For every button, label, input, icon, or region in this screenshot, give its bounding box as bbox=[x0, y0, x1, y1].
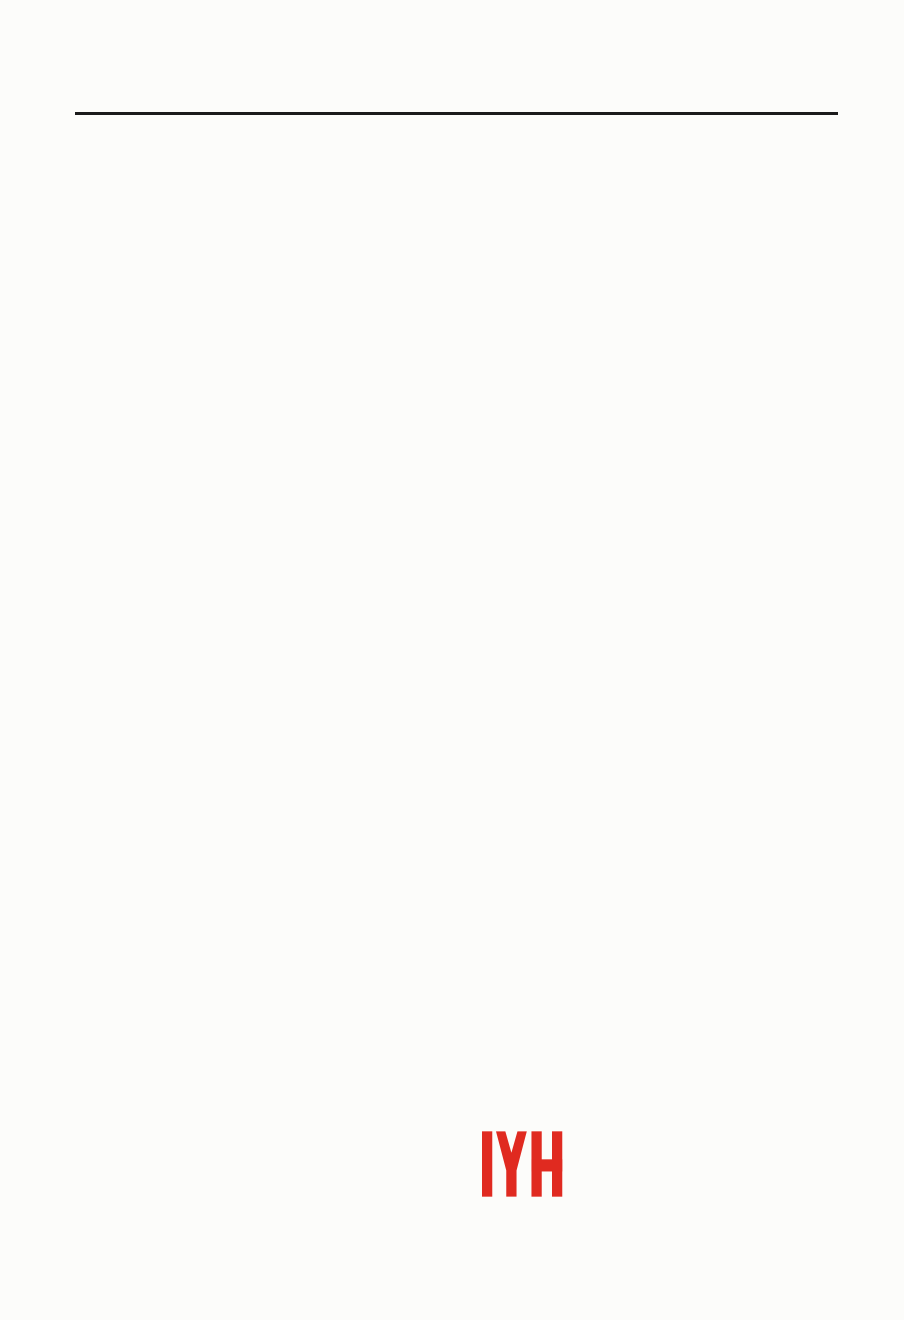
residence-time-chart bbox=[78, 1036, 448, 1214]
surface-plot-case5 bbox=[390, 574, 648, 761]
right-column-top bbox=[462, 127, 839, 376]
header-rule bbox=[75, 112, 838, 115]
left-column-bottom bbox=[75, 806, 453, 1034]
left-column-top bbox=[75, 127, 453, 377]
colorbar-legend bbox=[636, 584, 816, 769]
surface-plot-case4 bbox=[136, 574, 394, 761]
watermark bbox=[482, 1112, 750, 1216]
surface-plot-case2 bbox=[337, 378, 595, 565]
cnmhg-logo-icon bbox=[482, 1127, 566, 1201]
surface-plot-case1 bbox=[83, 378, 341, 565]
surface-plot-case3 bbox=[590, 378, 848, 565]
